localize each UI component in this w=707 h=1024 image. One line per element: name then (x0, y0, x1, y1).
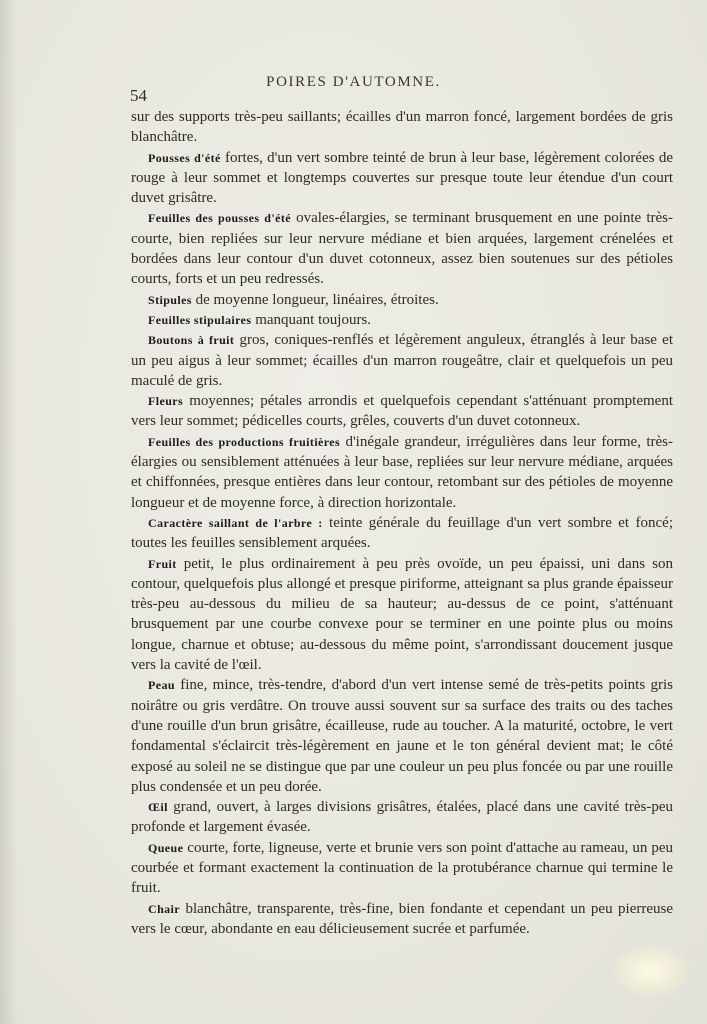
entry-text: petit, le plus ordinairement à peu près ovoïde, un peu épaissi, uni dans son contour, quelquefois plus allongé et presque piriforme, atteignant sa plus grande épaisseur très-peu au-dessous du milieu de sa hauteur; au-dessus de ce point, s'atténuant brusquement par une courbe convexe pour se terminer en une pointe plus ou moins longue, charnue et obtuse; au-dessous du même point, s'arrondissant doucement jusque vers la cavité de l'œil. (131, 555, 673, 674)
running-head: POIRES D'AUTOMNE. (266, 74, 441, 90)
page-number: 54 (130, 86, 147, 105)
entry-text: grand, ouvert, à larges divisions grisâtres, étalées, placé dans une cavité très-peu profonde et largement évasée. (131, 799, 673, 836)
entry-text: de moyenne longueur, linéaires, étroites. (191, 291, 439, 308)
entry-term: Feuilles des productions fruitières (148, 434, 341, 449)
entry-term: Fruit (148, 556, 177, 571)
entry-term: Fleurs (148, 394, 184, 409)
entry-pousses (131, 148, 673, 209)
entry-feuilles-stipulaires (131, 310, 673, 330)
entry-term: Chair (148, 901, 180, 916)
entry-text: blanchâtre, transparente, très-fine, bien fondante et cependant un peu pierreuse vers le cœur, abondante en eau délicieusement sucrée et parfumée. (131, 900, 673, 937)
entry-term: Queue (148, 840, 184, 855)
entry-term: Caractère saillant de l'arbre : (148, 515, 323, 530)
entry-term: Œil (148, 800, 168, 815)
entry-term: Feuilles des pousses d'été (148, 211, 291, 226)
entry-text: courte, forte, ligneuse, verte et brunie vers son point d'attache au rameau, un peu courbée et formant exactement la continuation de la protubérance charnue qui termine le fruit. (131, 839, 673, 897)
entry-boutons (131, 330, 673, 391)
entry-term: Pousses d'été (148, 150, 221, 165)
entry-term: Stipules (148, 292, 192, 307)
entry-text: teinte générale du feuillage d'un vert sombre et foncé; toutes les feuilles sensiblement arquées. (131, 514, 673, 552)
entry-queue (131, 838, 673, 899)
entry-term: Feuilles stipulaires (148, 312, 252, 327)
entry-stipules (131, 290, 673, 310)
entry-oeil (131, 797, 673, 838)
entry-peau (131, 675, 673, 797)
entry-text: fine, mince, très-tendre, d'abord d'un vert intense semé de très-petits points gris noirâtre ou gris verdâtre. On trouve aussi souvent sur sa surface des traits ou des taches d'une rouille d'un brun grisâtre, écailleuse, rude au toucher. A la maturité, octobre, le vert fondamental s'éclaircit très-légèrement en jaune et le ton général devient mat; le côté exposé au soleil ne se distingue que par une couleur un peu plus foncée ou par une rouille plus condensée et un peu dorée. (131, 677, 673, 795)
entry-feuilles-productions (131, 432, 673, 513)
spine-shadow (0, 0, 18, 1024)
light-glare (612, 944, 690, 998)
entry-text: moyennes; pétales arrondis et quelquefois cependant s'atténuant promptement vers leur sommet; pédicelles courts, grêles, couverts d'un duvet cotonneux. (131, 393, 673, 430)
entry-fruit (131, 554, 673, 676)
entry-caractere (131, 513, 673, 554)
entry-text: ovales-élargies, se terminant brusquement en une pointe très-courte, bien repliées sur leur nervure médiane et bien arquées, largement crénelées et bordées dans leur contour d'un duvet cotonneux, assez bien soutenues sur des pétioles courts, forts et un peu redressés. (131, 210, 673, 288)
entry-term: Peau (148, 678, 175, 693)
entry-text: fortes, d'un vert sombre teinté de brun à leur base, légèrement colorées de rouge à leur sommet et longtemps couvertes sur presque toute leur étendue d'un court duvet grisâtre. (131, 149, 673, 207)
entry-text: d'inégale grandeur, irrégulières dans leur forme, très-élargies ou sensiblement atténuées à leur base, repliées sur leur nervure médiane, arquées et chiffonnées, presque entières dans leur contour, retombant sur des pétioles de moyenne longueur et de moyenne force, à direction horizontale. (131, 433, 673, 511)
opening-paragraph: sur des supports très-peu saillants; écailles d'un marron foncé, largement bordées de gris blanchâtre. (131, 109, 673, 146)
entry-text: gros, coniques-renflés et légèrement anguleux, étranglés à leur base et un peu aigus à leur sommet; écailles d'un marron rougeâtre, clair et quelquefois un peu maculé de gris. (131, 332, 674, 389)
entry-text: manquant toujours. (251, 311, 372, 328)
entry-term: Boutons à fruit (148, 333, 235, 348)
entry-fleurs (131, 391, 673, 432)
body-text (131, 107, 673, 939)
entry-chair (131, 899, 673, 940)
entry-feuilles-pousses (131, 208, 673, 289)
